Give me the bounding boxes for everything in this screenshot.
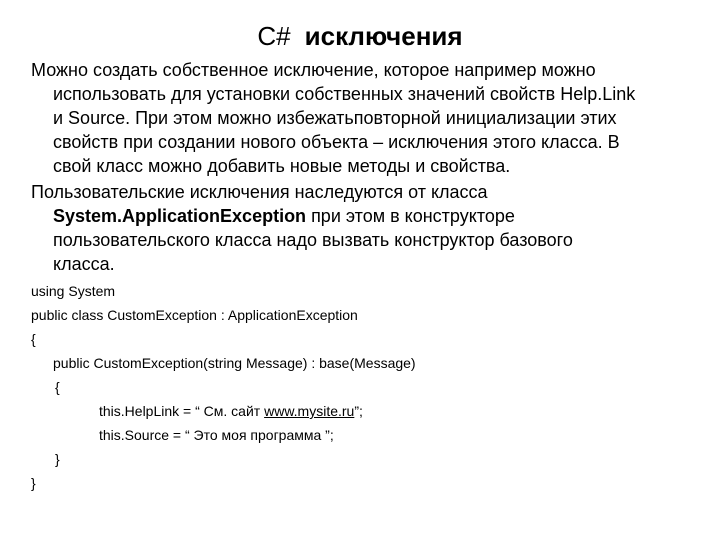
code-line-constructor-close-brace: }: [55, 451, 60, 467]
paragraph2-line-3: пользовательского класса надо вызвать конструктор базового: [53, 230, 573, 250]
code-line-source: this.Source = “ Это моя программа ”;: [99, 427, 334, 443]
paragraph1-line-2: использовать для установки собственных значений свойств Help.Link: [53, 84, 636, 104]
title-language: C#: [257, 21, 291, 51]
paragraph-inheritance: [31, 180, 703, 276]
code-line-close-brace: }: [31, 475, 36, 491]
helplink-suffix: ”;: [354, 403, 363, 419]
paragraph1-line-5: свой класс можно добавить новые методы и свойства.: [53, 156, 511, 176]
paragraph2-line-4: класса.: [53, 254, 115, 274]
title-word: исключения: [304, 21, 463, 51]
code-sample: [31, 279, 691, 495]
site-link[interactable]: www.mysite.ru: [264, 403, 355, 419]
paragraph1-line-1: Можно создать собственное исключение, которое например можно: [31, 60, 596, 80]
code-line-using: using System: [31, 283, 116, 299]
code-line-constructor-open-brace: {: [55, 379, 60, 395]
paragraph1-line-4: свойств при создании нового объекта – исключения этого класса. В: [53, 132, 620, 152]
code-line-open-brace: {: [31, 331, 36, 347]
paragraph2-line-2-rest: при этом в конструкторе: [306, 206, 515, 226]
code-line-constructor: public CustomException(string Message) : base(Message): [53, 355, 416, 371]
code-line-class-decl: public class CustomException : ApplicationException: [31, 307, 358, 323]
helplink-prefix: this.HelpLink = “ См. сайт: [99, 403, 265, 419]
paragraph2-line-2: [31, 204, 703, 228]
slide-title: [0, 20, 720, 52]
paragraph1-line-3: и Source. При этом можно избежатьповторной инициализации этих: [53, 108, 617, 128]
paragraph-custom-exception: [31, 58, 703, 178]
code-line-helplink: [31, 399, 691, 423]
base-class-name: System.ApplicationException: [53, 206, 307, 226]
paragraph2-line-1: Пользовательские исключения наследуются от класса: [31, 182, 488, 202]
